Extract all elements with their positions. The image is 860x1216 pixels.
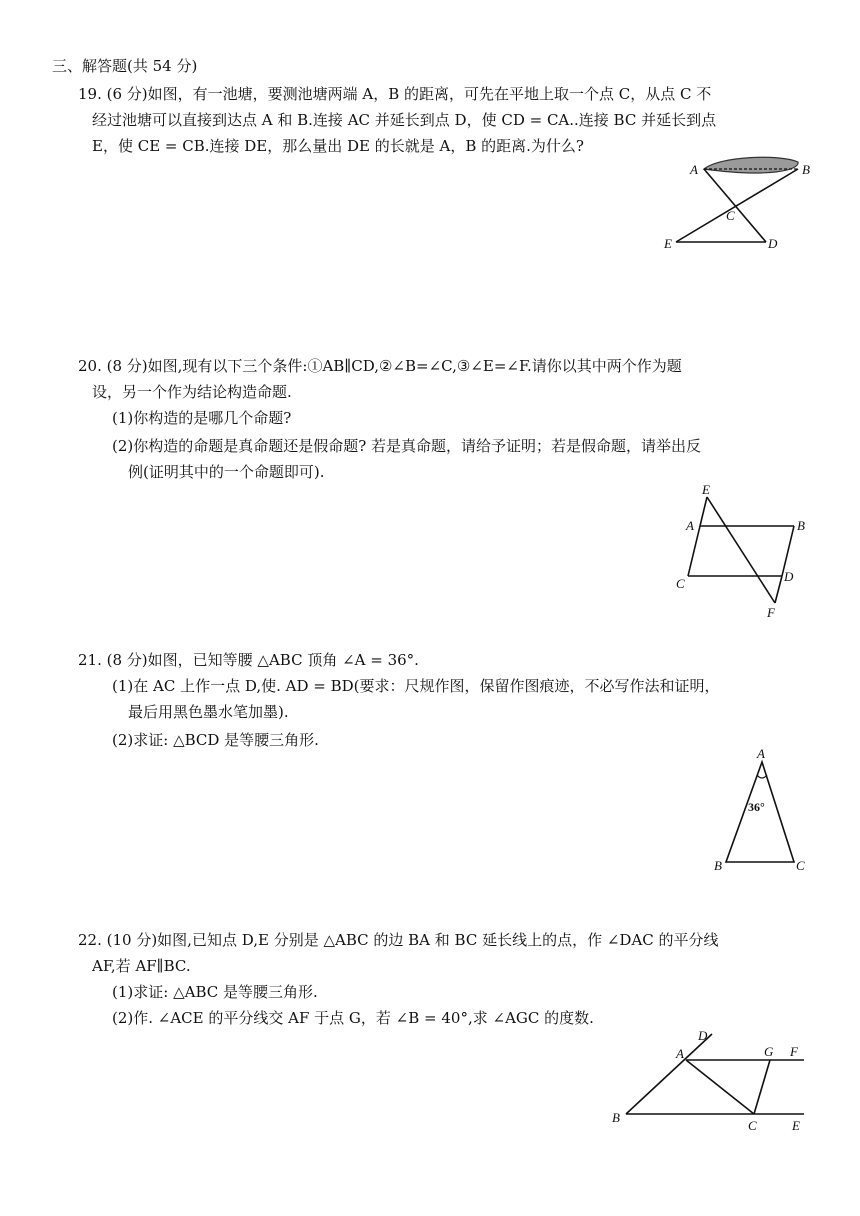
segment-ac xyxy=(688,526,700,576)
q20-line-1: 20. (8 分)如图,现有以下三个条件:①AB∥CD,②∠B=∠C,③∠E=∠F.请你以其中两个作为题 xyxy=(78,357,682,375)
segment-cg xyxy=(754,1060,770,1114)
q22-line-2: AF,若 AF∥BC. xyxy=(92,957,191,975)
q22-figure xyxy=(606,1026,816,1141)
label-a: A xyxy=(686,518,694,533)
segment-ef xyxy=(707,497,775,603)
label-e: E xyxy=(664,236,672,251)
label-b: B xyxy=(714,858,722,873)
q20-sub-2b: 例(证明其中的一个命题即可). xyxy=(128,463,325,481)
label-e: E xyxy=(702,482,710,497)
q21-sub-1b: 最后用黑色墨水笔加墨). xyxy=(128,703,289,721)
segment-ac xyxy=(686,1060,754,1114)
q22-sub-1: (1)求证: △ABC 是等腰三角形. xyxy=(112,983,318,1001)
q21-sub-2: (2)求证: △BCD 是等腰三角形. xyxy=(112,731,319,749)
label-c: C xyxy=(796,858,805,873)
label-f: F xyxy=(790,1044,798,1059)
label-c: C xyxy=(726,208,735,223)
label-b: B xyxy=(802,162,810,177)
label-a: A xyxy=(757,746,765,761)
q19-line-3: E，使 CE = CB.连接 DE，那么量出 DE 的长就是 A，B 的距离.为什么? xyxy=(92,137,584,155)
label-a: A xyxy=(676,1046,684,1061)
pond-shape xyxy=(704,157,798,173)
angle-label: 36° xyxy=(748,800,765,814)
q21-line-1: 21. (8 分)如图，已知等腰 △ABC 顶角 ∠A = 36°. xyxy=(78,651,419,669)
q20-line-2: 设，另一个作为结论构造命题. xyxy=(92,383,292,401)
label-c: C xyxy=(676,576,685,591)
segment-ad xyxy=(704,169,766,242)
label-b: B xyxy=(797,518,805,533)
q20-sub-2a: (2)你构造的命题是真命题还是假命题? 若是真命题，请给予证明；若是假命题，请举出反 xyxy=(112,437,702,455)
section-title: 三、解答题(共 54 分) xyxy=(52,57,198,75)
q19-figure xyxy=(660,150,820,260)
q19-line-1: 19. (6 分)如图，有一池塘，要测池塘两端 A，B 的距离，可先在平地上取一个点 C，从点 C 不 xyxy=(78,85,712,103)
segment-df xyxy=(775,576,782,603)
q21-figure xyxy=(710,748,820,878)
label-g: G xyxy=(764,1044,774,1059)
label-c: C xyxy=(748,1118,757,1133)
q22-sub-2: (2)作. ∠ACE 的平分线交 AF 于点 G，若 ∠B = 40°,求 ∠AGC 的度数. xyxy=(112,1009,594,1027)
segment-ea xyxy=(700,497,707,526)
q20-figure xyxy=(670,480,820,625)
q19-line-2: 经过池塘可以直接到达点 A 和 B.连接 AC 并延长到点 D，使 CD = CA..连接 BC 并延长到点 xyxy=(92,111,717,129)
label-e: E xyxy=(792,1118,800,1133)
label-d: D xyxy=(768,236,778,251)
label-a: A xyxy=(690,162,698,177)
segment-be xyxy=(676,169,798,242)
q20-sub-1: (1)你构造的是哪几个命题? xyxy=(112,409,292,427)
label-d: D xyxy=(698,1028,708,1043)
q22-line-1: 22. (10 分)如图,已知点 D,E 分别是 △ABC 的边 BA 和 BC 延长线上的点，作 ∠DAC 的平分线 xyxy=(78,931,719,949)
line-bd xyxy=(626,1034,712,1114)
label-b: B xyxy=(612,1110,620,1125)
label-f: F xyxy=(767,605,775,620)
label-d: D xyxy=(784,569,794,584)
q21-sub-1a: (1)在 AC 上作一点 D,使. AD = BD(要求：尺规作图，保留作图痕迹，不必写作法和证明， xyxy=(112,677,720,695)
